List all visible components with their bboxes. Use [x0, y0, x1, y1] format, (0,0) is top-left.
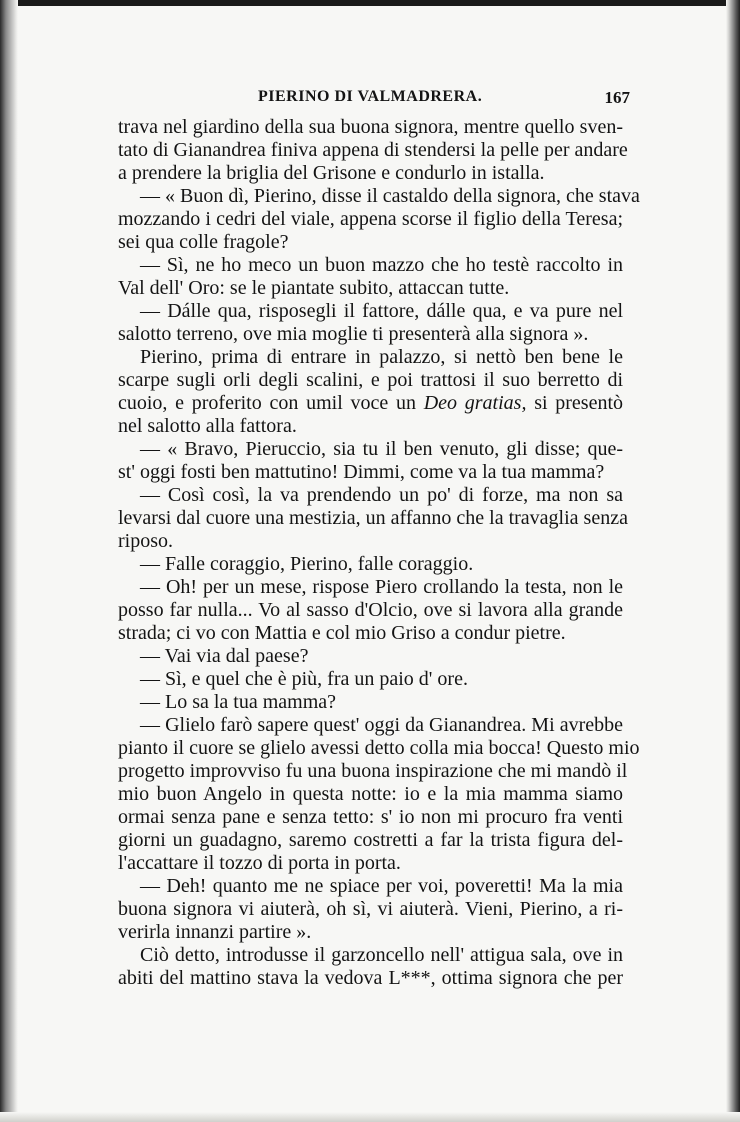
line-text: nel salotto alla fattora.: [118, 415, 297, 437]
line-text: mio buon Angelo in questa notte: io e la mia mamma siamo: [118, 783, 623, 805]
text-line: [118, 415, 623, 438]
line-text: strada; ci vo con Mattia e col mio Griso a condur pietre.: [118, 622, 566, 644]
text-line: [118, 530, 623, 553]
scan-edge-bottom: [0, 1112, 740, 1122]
line-text: st' oggi fosti ben mattutino! Dimmi, come va la tua mamma?: [118, 461, 605, 483]
text-line: [118, 507, 628, 530]
text-line: [118, 369, 623, 392]
text-line: [118, 829, 623, 852]
text-line: [118, 461, 623, 484]
line-text: — Oh! per un mese, rispose Piero crollando la testa, non le: [140, 576, 623, 598]
running-title: PIERINO DI VALMADRERA.: [258, 88, 483, 105]
text-line: [118, 967, 623, 990]
page-header: [118, 88, 630, 110]
line-text: pianto il cuore se glielo avessi detto colla mia bocca! Questo mio: [118, 737, 640, 759]
line-text: buona signora vi aiuterà, oh sì, vi aiuterà. Vieni, Pierino, a ri-: [118, 898, 623, 920]
line-text: riposo.: [118, 530, 173, 552]
text-line: [118, 139, 628, 162]
line-text: — Lo sa la tua mamma?: [140, 691, 337, 713]
text-line: [118, 300, 623, 323]
line-text: levarsi dal cuore una mestizia, un affanno che la travaglia senza: [118, 507, 628, 529]
line-text-after: si presentò: [534, 392, 624, 414]
text-line: [118, 277, 623, 300]
scan-edge-top: [0, 0, 740, 6]
scan-edge-left: [0, 0, 18, 1122]
line-text: trava nel giardino della sua buona signora, mentre quello sven-: [118, 116, 623, 138]
line-text: Ciò detto, introdusse il garzoncello nell' attigua sala, ove in: [140, 944, 623, 966]
text-line: [118, 323, 623, 346]
text-line: [118, 691, 623, 714]
text-line: [118, 783, 623, 806]
page-number: 167: [604, 88, 630, 107]
line-text: Pierino, prima di entrare in palazzo, si nettò ben bene le: [140, 346, 623, 368]
text-line: [118, 346, 623, 369]
text-line: [118, 254, 623, 277]
text-line: [118, 806, 623, 829]
line-text: posso far nulla... Vo al sasso d'Olcio, ove si lavora alla grande: [118, 599, 623, 621]
text-line: [118, 484, 623, 507]
text-line: [118, 760, 628, 783]
line-text: verirla innanzi partire ».: [118, 921, 312, 943]
line-text: — Così così, la va prendendo un po' di forze, ma non sa: [140, 484, 623, 506]
text-line: [118, 921, 623, 944]
text-line: [118, 875, 623, 898]
line-text: — Glielo farò sapere quest' oggi da Gianandrea. Mi avrebbe: [140, 714, 623, 736]
line-text: giorni un guadagno, saremo costretti a far la trista figura del-: [118, 829, 623, 851]
text-line: [118, 162, 623, 185]
line-text: ormai senza pane e senza tetto: s' io non mi procuro fra venti: [118, 806, 623, 828]
body-text: [118, 116, 640, 990]
line-text: sei qua colle fragole?: [118, 231, 289, 253]
text-line: [118, 622, 623, 645]
text-line: [118, 392, 623, 415]
line-text: — « Bravo, Pieruccio, sia tu il ben venuto, gli disse; que-: [140, 438, 623, 460]
line-text: — Vai via dal paese?: [140, 645, 309, 667]
text-line: [118, 116, 623, 139]
line-text: cuoio, e proferito con umil voce un: [118, 392, 416, 414]
line-text: mozzando i cedri del viale, appena scorse il figlio della Teresa;: [118, 208, 623, 230]
scan-edge-right: [726, 0, 740, 1122]
line-text: scarpe sugli orli degli scalini, e poi trattosi il suo berretto di: [118, 369, 623, 391]
italic-phrase: Deo gratias,: [423, 392, 527, 414]
text-line: [118, 599, 623, 622]
text-line: [118, 576, 623, 599]
line-text: — Falle coraggio, Pierino, falle coraggio.: [140, 553, 474, 575]
line-text: — Deh! quanto me ne spiace per voi, poveretti! Ma la mia: [140, 875, 623, 897]
line-text: abiti del mattino stava la vedova L***, ottima signora che per: [118, 967, 623, 989]
line-text: salotto terreno, ove mia moglie ti presenterà alla signora ».: [118, 323, 589, 345]
line-text: tato di Gianandrea finiva appena di stendersi la pelle per andare: [118, 139, 628, 161]
line-text: a prendere la briglia del Grisone e condurlo in istalla.: [118, 162, 545, 184]
line-text: l'accattare il tozzo di porta in porta.: [118, 852, 401, 874]
text-line: [118, 668, 623, 691]
line-text: — Sì, e quel che è più, fra un paio d' ore.: [140, 668, 468, 690]
text-line: [118, 438, 623, 461]
text-line: [118, 231, 623, 254]
text-line: [118, 645, 623, 668]
text-line: [118, 208, 623, 231]
text-line: [118, 852, 623, 875]
text-line: [118, 898, 623, 921]
line-text: — Sì, ne ho meco un buon mazzo che ho testè raccolto in: [140, 254, 623, 276]
text-line: [118, 553, 623, 576]
text-line: [118, 737, 640, 760]
line-text: Val dell' Oro: se le piantate subito, attaccan tutte.: [118, 277, 510, 299]
line-text: — Dálle qua, risposegli il fattore, dálle qua, e va pure nel: [140, 300, 623, 322]
line-text: — « Buon dì, Pierino, disse il castaldo della signora, che stava: [140, 185, 640, 207]
text-line: [118, 944, 623, 967]
text-line: [118, 714, 623, 737]
text-line: [118, 185, 640, 208]
line-text: progetto improvviso fu una buona inspirazione che mi mandò il: [118, 760, 628, 782]
